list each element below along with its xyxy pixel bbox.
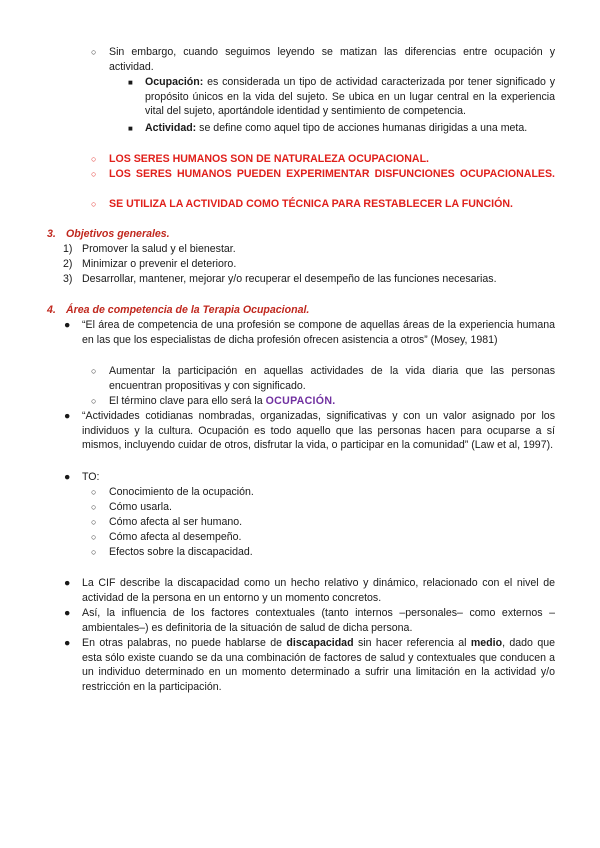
hollow-circle-bullet-icon: ○ [91, 517, 97, 527]
hollow-circle-bullet-icon: ○ [91, 366, 97, 376]
section-3-title: Objetivos generales. [66, 228, 170, 240]
filled-circle-bullet-icon: ● [64, 319, 71, 331]
ocupacion-key-term: OCUPACIÓN. [265, 395, 336, 407]
section-4-title: Área de competencia de la Terapia Ocupacional. [66, 304, 310, 316]
red-circle-bullet-icon: ○ [91, 169, 97, 179]
ocupacion-term: Ocupación: [145, 76, 204, 88]
to-item: Efectos sobre la discapacidad. [109, 546, 253, 558]
to-item: Conocimiento de la ocupación. [109, 486, 254, 498]
to-item: Cómo usarla. [109, 501, 172, 513]
to-item: Cómo afecta al ser humano. [109, 516, 243, 528]
hollow-circle-bullet-icon: ○ [91, 547, 97, 557]
filled-circle-bullet-icon: ● [64, 577, 71, 589]
hollow-circle-bullet-icon: ○ [91, 502, 97, 512]
filled-circle-bullet-icon: ● [64, 637, 71, 649]
actividad-definition [145, 121, 555, 136]
hollow-circle-bullet-icon: ○ [91, 532, 97, 542]
ocupacion-definition [145, 75, 555, 119]
objective-number: 2) [63, 258, 73, 270]
mosey-quote: “El área de competencia de una profesión se compone de aquellas áreas de la experiencia humana en las que los especialistas de dicha profesión ofrecen asistencia a otros” (Mosey, 1981) [82, 319, 555, 346]
filled-circle-bullet-icon: ● [64, 607, 71, 619]
final-part-e: , dado que esta sólo existe cuando se da una combinación de factores de salud y contextuales que conducen a un individuo determinado en un momento determinado a sufrir una limitación en la actividad y/o restricción en la participación. [82, 637, 556, 693]
red-point-1: LOS SERES HUMANOS SON DE NATURALEZA OCUPACIONAL. [109, 153, 429, 165]
hollow-circle-bullet-icon: ○ [91, 487, 97, 497]
medio-term: medio [470, 637, 503, 649]
section-3-number: 3. [47, 228, 56, 240]
intro-paragraph: Sin embargo, cuando seguimos leyendo se matizan las diferencias entre ocupación y actividad. [109, 46, 555, 73]
red-circle-bullet-icon: ○ [91, 154, 97, 164]
ocupacion-text: es considerada un tipo de actividad caracterizada por tener significado y propósito únicos en la vida del sujeto. Se ubica en un lugar central en la experiencia vital del sujeto, aportándole identidad y sentimiento de competencia. [145, 76, 556, 118]
discapacidad-term: discapacidad [286, 637, 354, 649]
objective-number: 1) [63, 243, 73, 255]
actividad-term: Actividad: [145, 122, 197, 134]
section-4-number: 4. [47, 304, 56, 316]
actividad-text: se define como aquel tipo de acciones humanas dirigidas a una meta. [199, 122, 528, 134]
cif-paragraph: La CIF describe la discapacidad como un hecho relativo y dinámico, relacionado con el nivel de actividad de la persona en un entorno y un momento concretos. [82, 577, 555, 604]
to-label: TO: [82, 471, 100, 483]
final-part-c: sin hacer referencia al [357, 637, 467, 649]
hollow-circle-bullet-icon: ○ [91, 47, 97, 57]
objective-item: Desarrollar, mantener, mejorar y/o recuperar el desempeño de las funciones necesarias. [82, 273, 497, 285]
discapacidad-paragraph [82, 636, 555, 694]
red-point-3: SE UTILIZA LA ACTIVIDAD COMO TÉCNICA PARA RESTABLECER LA FUNCIÓN. [109, 198, 513, 210]
square-bullet-icon: ■ [128, 78, 133, 87]
objective-number: 3) [63, 273, 73, 285]
key-term-point [109, 394, 555, 409]
objective-item: Minimizar o prevenir el deterioro. [82, 258, 237, 270]
red-point-2: LOS SERES HUMANOS PUEDEN EXPERIMENTAR DISFUNCIONES OCUPACIONALES. [109, 168, 555, 180]
hollow-circle-bullet-icon: ○ [91, 396, 97, 406]
law-quote: “Actividades cotidianas nombradas, organizadas, significativas y con un valor asignado por los individuos y la cultura. Ocupación es todo aquello que las personas hacen para ocuparse a sí mismos, incluyendo cuidar de otros, disfrutar la vida, o participar en la comunidad” (Law et al, 1997). [82, 410, 555, 452]
square-bullet-icon: ■ [128, 124, 133, 133]
factores-paragraph: Así, la influencia de los factores contextuales (tanto internos –personales– como externos –ambientales–) es definitoria de la situación de salud de dicha persona. [82, 607, 555, 634]
participation-point: Aumentar la participación en aquellas actividades de la vida diaria que las personas encuentran propositivas y con significado. [109, 365, 555, 392]
filled-circle-bullet-icon: ● [64, 471, 71, 483]
filled-circle-bullet-icon: ● [64, 410, 71, 422]
to-item: Cómo afecta al desempeño. [109, 531, 242, 543]
objective-item: Promover la salud y el bienestar. [82, 243, 236, 255]
key-term-prefix: El término clave para ello será la [109, 395, 263, 407]
final-part-a: En otras palabras, no puede hablarse de [82, 637, 283, 649]
red-circle-bullet-icon: ○ [91, 199, 97, 209]
